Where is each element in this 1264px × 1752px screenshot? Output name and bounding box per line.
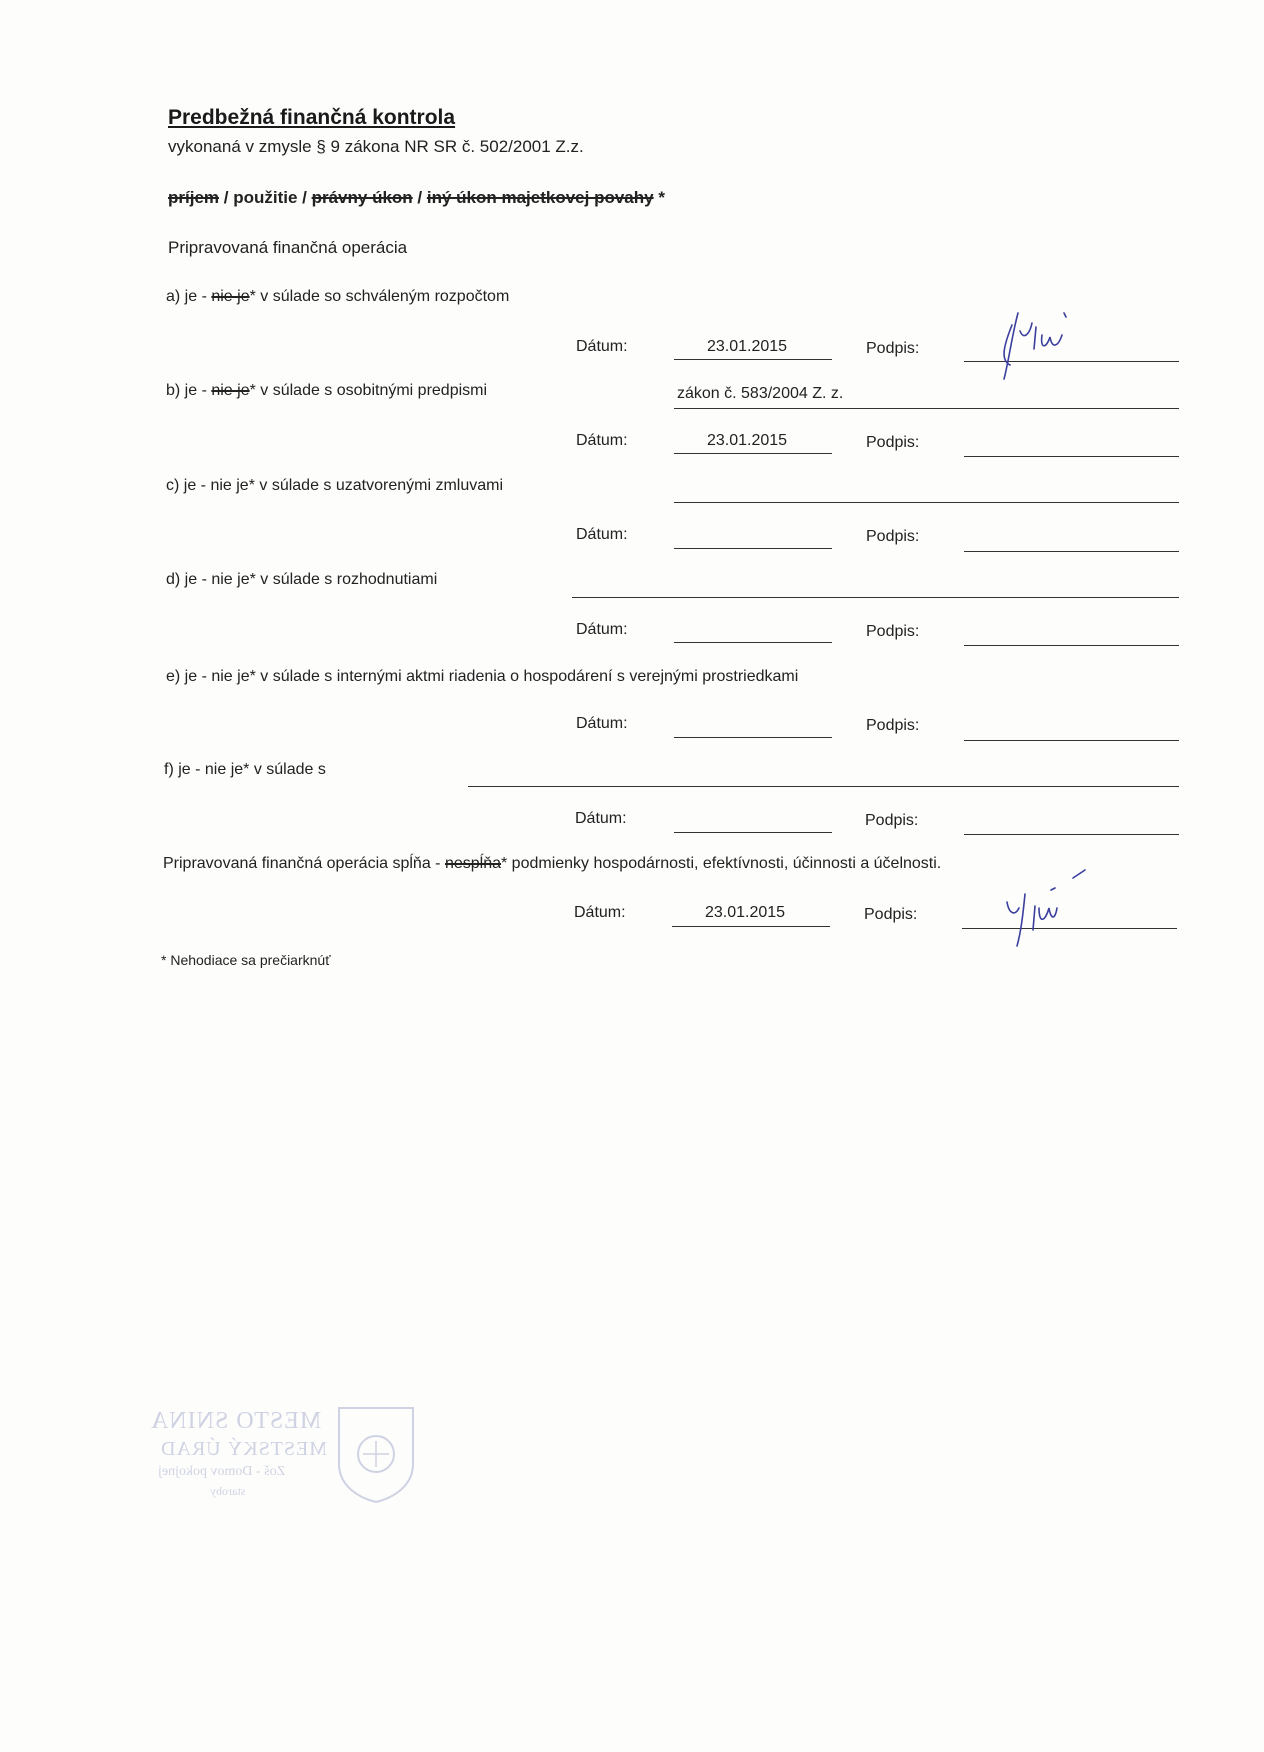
stamp-crest-icon <box>335 1404 417 1504</box>
section-intro: Pripravovaná finančná operácia <box>168 238 408 257</box>
operation-type-other-asset-act: iný úkon majetkovej povahy <box>426 188 654 207</box>
item-a-statement: a) je - nie je* v súlade so schváleným rozpočtom <box>166 288 510 305</box>
office-stamp <box>150 1400 420 1510</box>
item-c-statement: c) je - nie je* v súlade s uzatvorenými zmluvami <box>166 477 504 494</box>
item-c-detail-line <box>674 502 1179 503</box>
item-d-statement: d) je - nie je* v súlade s rozhodnutiami <box>166 571 438 588</box>
item-d-date-label: Dátum: <box>576 621 628 638</box>
conclusion-statement: Pripravovaná finančná operácia spĺňa - nespĺňa* podmienky hospodárnosti, efektívnosti, účinnosti a účelnosti. <box>163 855 942 872</box>
item-f-statement: f) je - nie je* v súlade s <box>164 761 326 778</box>
conclusion-signature-label: Podpis: <box>864 906 918 923</box>
item-d-signature-label: Podpis: <box>866 623 920 640</box>
item-f-signature-line <box>964 834 1179 835</box>
item-b-date-line <box>674 453 832 454</box>
conclusion-date-line <box>672 926 830 927</box>
item-a-signature-label: Podpis: <box>866 340 920 357</box>
item-e-date-line <box>674 737 832 738</box>
item-f-date-label: Dátum: <box>575 810 627 827</box>
item-b-statement: b) je - nie je* v súlade s osobitnými predpismi <box>166 382 488 399</box>
item-e-statement: e) je - nie je* v súlade s internými aktmi riadenia o hospodárení s verejnými prostriedkami <box>166 668 799 685</box>
item-a-date-line <box>674 359 832 360</box>
item-c-signature-line <box>964 551 1179 552</box>
item-e-signature-line <box>964 740 1179 741</box>
item-b-detail: zákon č. 583/2004 Z. z. <box>677 385 844 402</box>
footnote: * Nehodiace sa prečiarknúť <box>161 952 331 968</box>
document-title: Predbežná finančná kontrola <box>168 106 456 129</box>
item-f-detail-line <box>468 786 1179 787</box>
stamp-line-4: staroby <box>210 1484 246 1498</box>
stamp-line-3: Zoš - Domov pokojnej <box>158 1464 286 1479</box>
item-d-date-line <box>674 642 832 643</box>
item-c-signature-label: Podpis: <box>866 528 920 545</box>
item-d-signature-line <box>964 645 1179 646</box>
item-b-signature-label: Podpis: <box>866 434 920 451</box>
operation-type-income: príjem <box>168 188 220 207</box>
item-b-date-label: Dátum: <box>576 432 628 449</box>
item-c-date-label: Dátum: <box>576 526 628 543</box>
item-e-signature-label: Podpis: <box>866 717 920 734</box>
item-a-date-value: 23.01.2015 <box>707 338 788 355</box>
conclusion-date-label: Dátum: <box>574 904 626 921</box>
item-b-signature-line <box>964 456 1179 457</box>
operation-type-legal-act: právny úkon <box>311 188 413 207</box>
conclusion-date-value: 23.01.2015 <box>705 904 786 921</box>
item-e-date-label: Dátum: <box>576 715 628 732</box>
item-b-date-value: 23.01.2015 <box>707 432 788 449</box>
stamp-line-1: MESTO SNINA <box>150 1408 322 1434</box>
item-a-date-label: Dátum: <box>576 338 628 355</box>
item-b-detail-line <box>674 408 1179 409</box>
item-c-date-line <box>674 548 832 549</box>
operation-type-selector: príjem / použitie / právny úkon / iný úkon majetkovej povahy * <box>168 188 665 207</box>
item-f-signature-label: Podpis: <box>865 812 919 829</box>
document-subtitle: vykonaná v zmysle § 9 zákona NR SR č. 502/2001 Z.z. <box>168 137 584 156</box>
item-d-detail-line <box>572 597 1179 598</box>
item-f-date-line <box>674 832 832 833</box>
item-a-signature-icon <box>990 305 1100 380</box>
conclusion-signature-icon <box>995 868 1105 948</box>
operation-type-use: použitie <box>233 188 298 207</box>
stamp-line-2: MESTSKÝ ÚRAD <box>160 1438 328 1460</box>
